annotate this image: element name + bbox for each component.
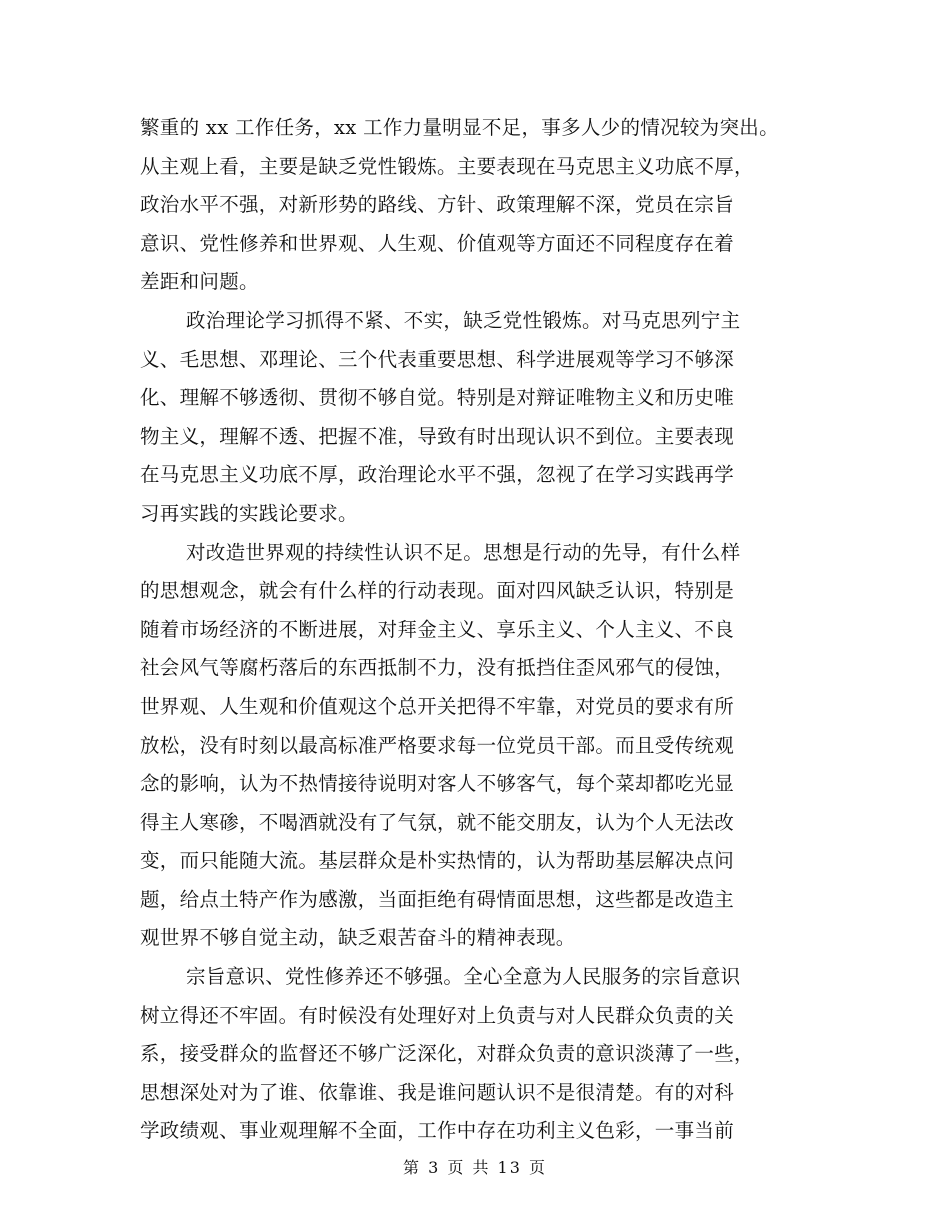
- text-line: 世界观、人生观和价值观这个总开关把得不牢靠，对党员的要求有所: [140, 694, 735, 718]
- paragraph-first-line: 宗旨意识、党性修养还不够强。全心全意为人民服务的宗旨意识: [186, 965, 741, 989]
- text-line: 政治水平不强，对新形势的路线、方针、政策理解不深，党员在宗旨: [140, 193, 735, 217]
- text-line: 繁重的 xx 工作任务，xx 工作力量明显不足，事多人少的情况较为突出。: [140, 116, 779, 139]
- text-line: 题，给点土特产作为感激，当面拒绝有碍情面思想，这些都是改造主: [140, 887, 735, 911]
- text-line: 社会风气等腐朽落后的东西抵制不力，没有抵挡住歪风邪气的侵蚀，: [140, 656, 735, 680]
- text-line: 在马克思主义功底不厚，政治理论水平不强，忽视了在学习实践再学: [140, 463, 735, 487]
- text-line: 放松，没有时刻以最高标准严格要求每一位党员干部。而且受传统观: [140, 733, 735, 757]
- text-line: 化、理解不够透彻、贯彻不够自觉。特别是对辩证唯物主义和历史唯: [140, 386, 735, 410]
- text-line: 物主义，理解不透、把握不准，导致有时出现认识不到位。主要表现: [140, 424, 735, 448]
- text-line: 系，接受群众的监督还不够广泛深化，对群众负责的意识淡薄了一些，: [140, 1042, 754, 1066]
- paragraph-first-line: 政治理论学习抓得不紧、不实，缺乏党性锻炼。对马克思列宁主: [186, 308, 741, 332]
- text-line: 意识、党性修养和世界观、人生观、价值观等方面还不同程度存在着: [140, 231, 735, 255]
- text-line: 义、毛思想、邓理论、三个代表重要思想、科学进展观等学习不够深: [140, 347, 735, 371]
- text-line: 的思想观念，就会有什么样的行动表现。面对四风缺乏认识，特别是: [140, 579, 735, 603]
- text-line: 念的影响，认为不热情接待说明对客人不够客气，每个菜却都吃光显: [140, 772, 735, 796]
- paragraph-first-line: 对改造世界观的持续性认识不足。思想是行动的先导，有什么样: [186, 540, 741, 564]
- text-line: 学政绩观、事业观理解不全面，工作中存在功利主义色彩，一事当前: [140, 1119, 735, 1143]
- text-line: 观世界不够自觉主动，缺乏艰苦奋斗的精神表现。: [140, 926, 576, 950]
- text-line: 思想深处对为了谁、依靠谁、我是谁问题认识不是很清楚。有的对科: [140, 1080, 735, 1104]
- text-line: 树立得还不牢固。有时候没有处理好对上负责与对人民群众负责的关: [140, 1003, 735, 1027]
- text-line: 得主人寒碜，不喝酒就没有了气氛，就不能交朋友，认为个人无法改: [140, 810, 735, 834]
- text-line: 习再实践的实践论要求。: [140, 501, 358, 525]
- text-line: 差距和问题。: [140, 270, 259, 294]
- text-line: 从主观上看，主要是缺乏党性锻炼。主要表现在马克思主义功底不厚，: [140, 154, 754, 178]
- page-number-footer: 第 3 页 共 13 页: [403, 1158, 547, 1177]
- text-line: 变，而只能随大流。基层群众是朴实热情的，认为帮助基层解决点问: [140, 849, 735, 873]
- text-line: 随着市场经济的不断进展，对拜金主义、享乐主义、个人主义、不良: [140, 617, 735, 641]
- document-body: [140, 109, 820, 1151]
